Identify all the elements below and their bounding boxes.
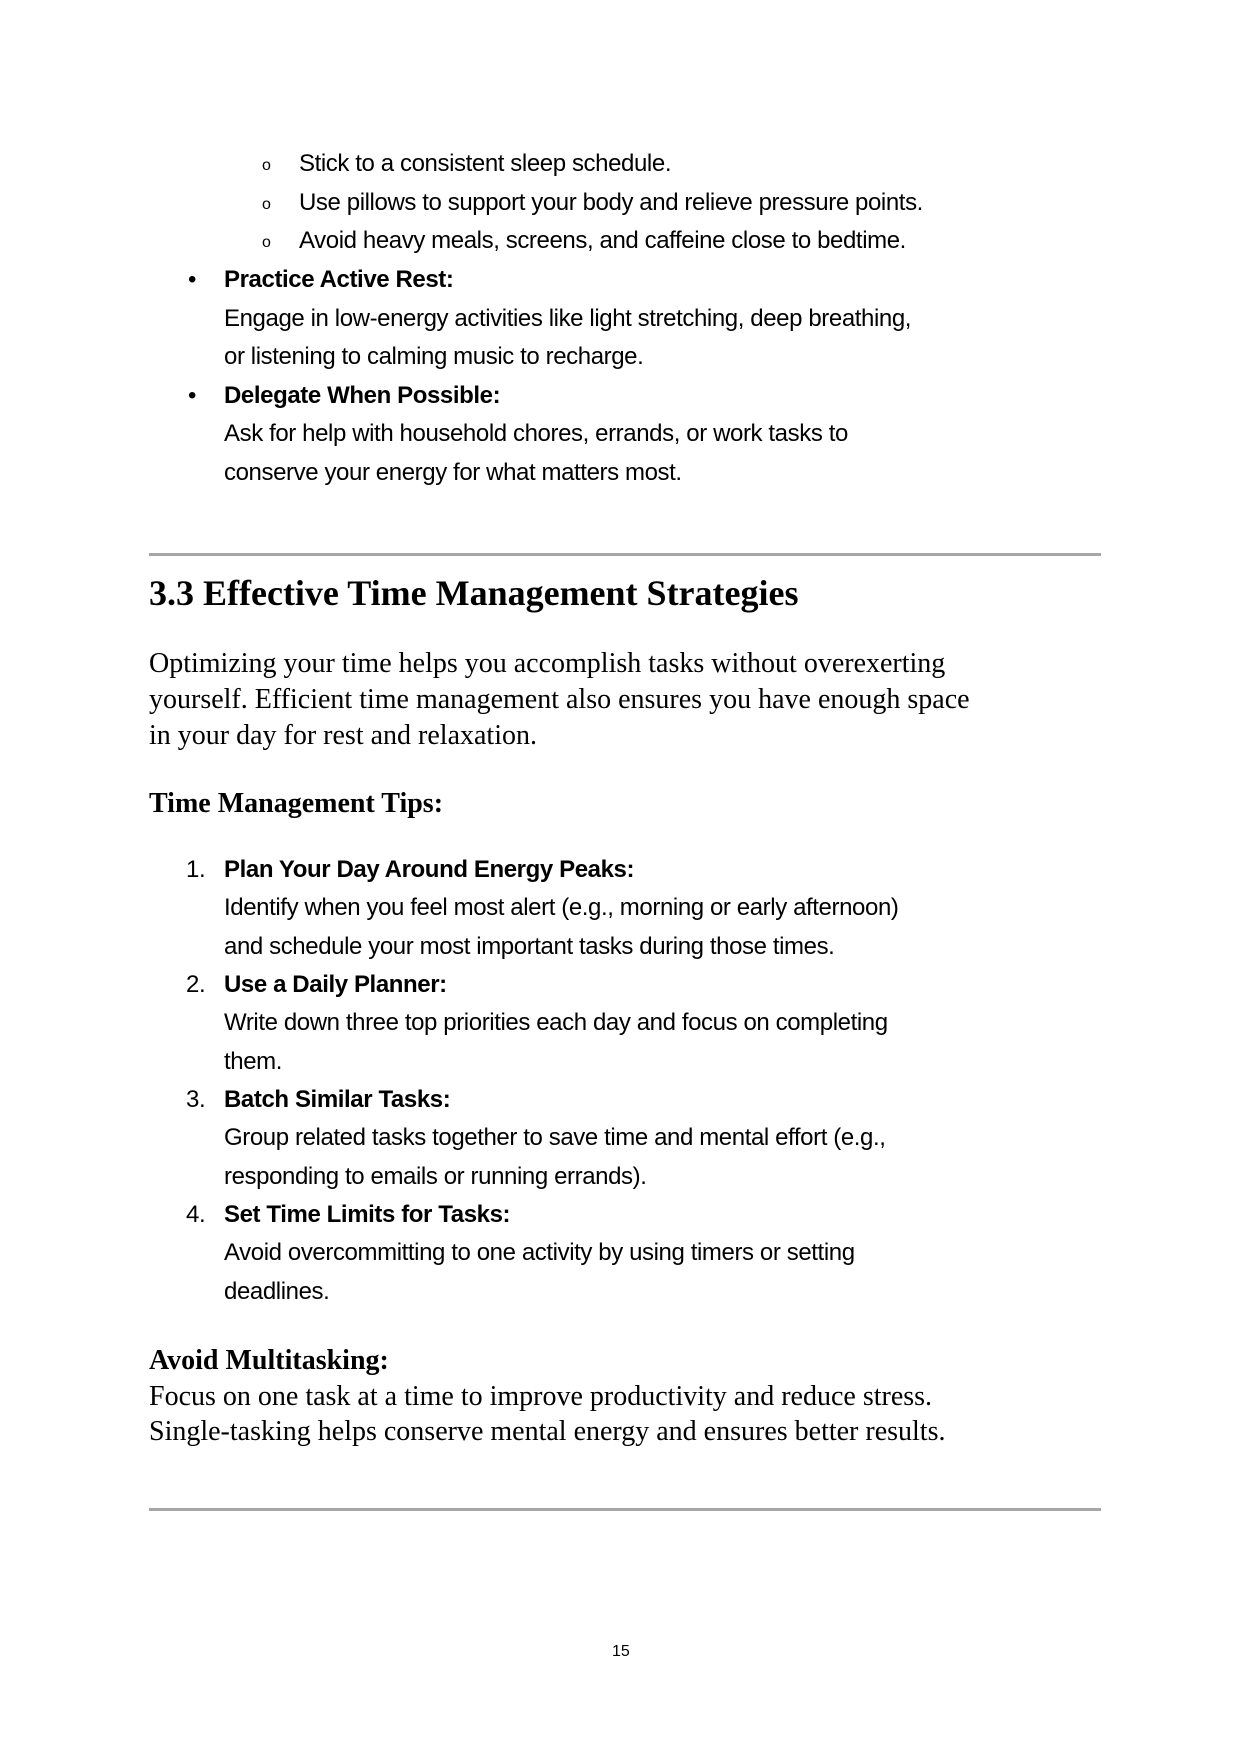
multitask-text: Single-tasking helps conserve mental energy and ensures better results. (149, 1416, 946, 1447)
tip-text: and schedule your most important tasks during those times. (224, 933, 835, 960)
multitask-text: Focus on one task at a time to improve productivity and reduce stress. (149, 1381, 933, 1412)
bullet-text: Ask for help with household chores, errands, or work tasks to (224, 420, 848, 447)
tip-text: deadlines. (224, 1278, 330, 1305)
tip-title: Set Time Limits for Tasks: (224, 1201, 511, 1228)
tip-number: 1. (186, 856, 206, 883)
divider (149, 1508, 1101, 1511)
intro-text: in your day for rest and relaxation. (149, 720, 537, 751)
bullet-title: Practice Active Rest: (224, 266, 454, 293)
bullet-text: or listening to calming music to recharge. (224, 343, 644, 370)
bullet-text: Engage in low-energy activities like light stretching, deep breathing, (224, 305, 912, 332)
bullet-title: Delegate When Possible: (224, 382, 501, 409)
tip-number: 4. (186, 1201, 206, 1228)
tip-text: Identify when you feel most alert (e.g., morning or early afternoon) (224, 894, 899, 921)
sub-bullet-text: Use pillows to support your body and relieve pressure points. (299, 189, 923, 216)
sub-bullet-text: Avoid heavy meals, screens, and caffeine close to bedtime. (299, 227, 906, 254)
sub-bullet-marker: o (262, 157, 271, 174)
tip-text: them. (224, 1048, 283, 1075)
tip-text: Avoid overcommitting to one activity by using timers or setting (224, 1239, 855, 1266)
bullet-marker: • (188, 382, 197, 409)
intro-text: Optimizing your time helps you accomplish tasks without overexerting (149, 648, 946, 679)
tips-heading: Time Management Tips: (149, 788, 444, 819)
intro-text: yourself. Efficient time management also ensures you have enough space (149, 684, 970, 715)
tip-title: Plan Your Day Around Energy Peaks: (224, 856, 635, 883)
page-number: 15 (612, 1643, 630, 1660)
sub-bullet-text: Stick to a consistent sleep schedule. (299, 150, 672, 177)
section-heading: 3.3 Effective Time Management Strategies (149, 573, 799, 613)
tip-number: 3. (186, 1086, 206, 1113)
divider (149, 553, 1101, 556)
tip-number: 2. (186, 971, 206, 998)
tip-text: responding to emails or running errands). (224, 1163, 647, 1190)
bullet-marker: • (188, 266, 197, 293)
bullet-text: conserve your energy for what matters most. (224, 459, 682, 486)
tip-title: Use a Daily Planner: (224, 971, 447, 998)
sub-bullet-marker: o (262, 196, 271, 213)
tip-title: Batch Similar Tasks: (224, 1086, 451, 1113)
multitask-heading: Avoid Multitasking: (149, 1345, 389, 1376)
tip-text: Write down three top priorities each day and focus on completing (224, 1009, 888, 1036)
tip-text: Group related tasks together to save time and mental effort (e.g., (224, 1124, 886, 1151)
sub-bullet-marker: o (262, 234, 271, 251)
